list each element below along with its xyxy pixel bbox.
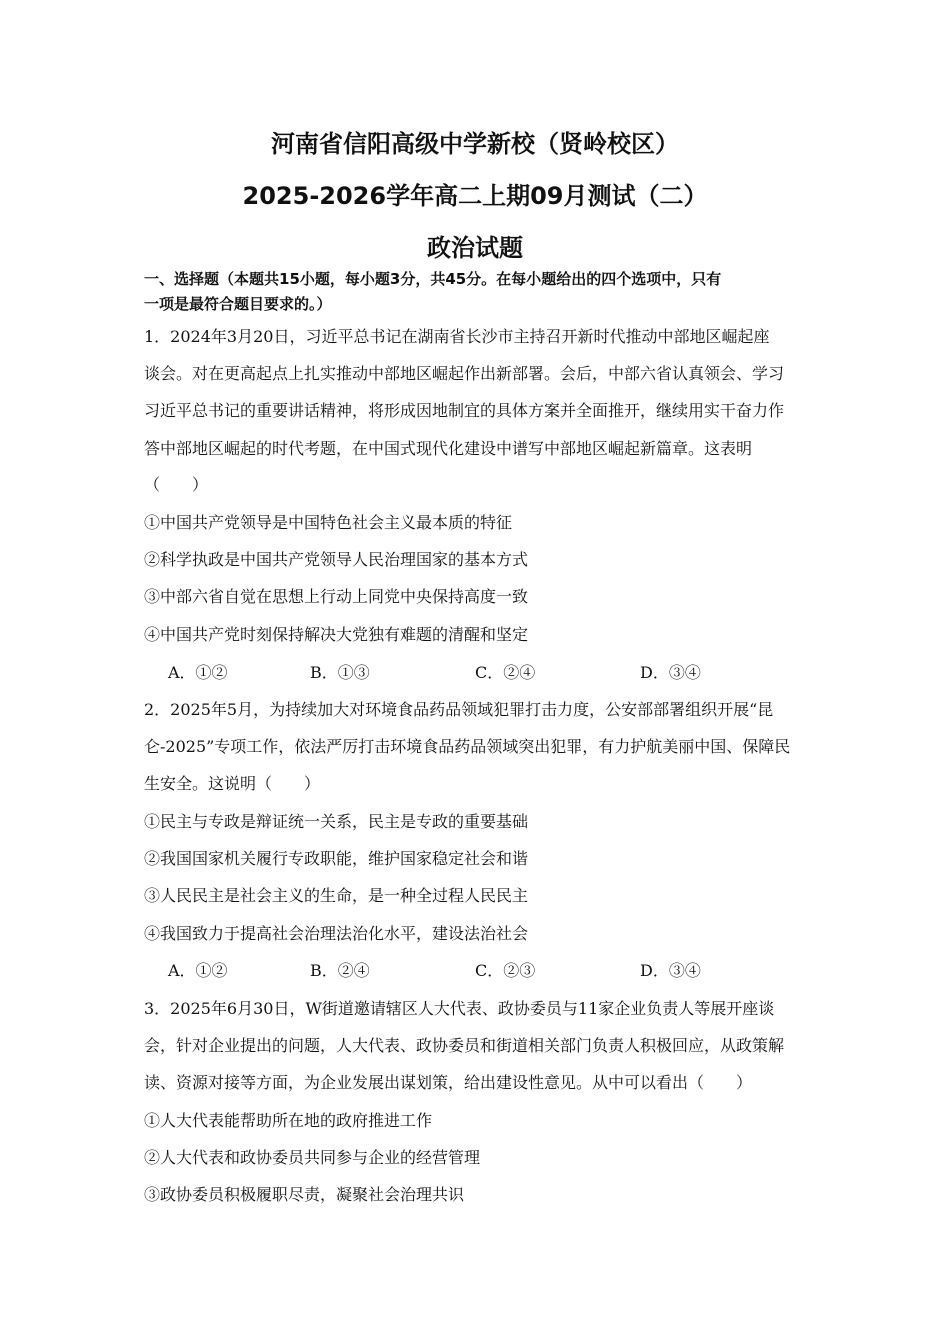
q1-stem-line: 1．2024年3月20日，习近平总书记在湖南省长沙市主持召开新时代推动中部地区崛起座 (144, 327, 770, 346)
q3-statement-3: ③政协委员积极履职尽责，凝聚社会治理共识 (144, 1185, 465, 1204)
q1-statement-1: ①中国共产党领导是中国特色社会主义最本质的特征 (144, 513, 513, 532)
q2-statement-2: ②我国国家机关履行专政职能，维护国家稳定社会和谐 (144, 849, 529, 868)
section-heading-line2: 一项是最符合题目要求的。） (144, 295, 332, 313)
q1-option-c[interactable]: C．②④ (475, 663, 536, 682)
q2-statement-1: ①民主与专政是辩证统一关系，民主是专政的重要基础 (144, 812, 529, 831)
q3-stem-line: 读、资源对接等方面，为企业发展出谋划策，给出建设性意见。从中可以看出（ ） (144, 1073, 753, 1092)
q2-stem-line: 2．2025年5月，为持续加大对环境食品药品领域犯罪打击力度，公安部部署组织开展“昆 (144, 700, 774, 719)
q1-answer-blank: （ ） (144, 475, 209, 494)
q2-statement-4: ④我国致力于提高社会治理法治化水平，建设法治社会 (144, 924, 529, 943)
school-title: 河南省信阳高级中学新校（贤岭校区） (271, 130, 679, 158)
q1-stem-line: 习近平总书记的重要讲话精神，将形成因地制宜的具体方案并全面推开，继续用实干奋力作 (144, 401, 785, 420)
q2-statement-3: ③人民民主是社会主义的生命，是一种全过程人民民主 (144, 886, 529, 905)
q1-stem-line: 谈会。对在更高起点上扎实推动中部地区崛起作出新部署。会后，中部六省认真领会、学习 (144, 364, 785, 383)
q3-stem-line: 3．2025年6月30日，W街道邀请辖区人大代表、政协委员与11家企业负责人等展开座谈 (144, 999, 775, 1018)
q3-statement-1: ①人大代表能帮助所在地的政府推进工作 (144, 1111, 433, 1130)
q1-statement-3: ③中部六省自觉在思想上行动上同党中央保持高度一致 (144, 587, 529, 606)
q1-statement-2: ②科学执政是中国共产党领导人民治理国家的基本方式 (144, 550, 529, 569)
q1-statement-4: ④中国共产党时刻保持解决大党独有难题的清醒和坚定 (144, 625, 529, 644)
q2-option-d[interactable]: D．③④ (640, 961, 701, 980)
q3-statement-2: ②人大代表和政协委员共同参与企业的经营管理 (144, 1148, 481, 1167)
section-heading-line1: 一、选择题（本题共15小题，每小题3分，共45分。在每小题给出的四个选项中，只有 (144, 270, 722, 288)
q2-stem-line: 仑-2025”专项工作，依法严厉打击环境食品药品领域突出犯罪，有力护航美丽中国、保障民 (144, 737, 791, 756)
q2-option-a[interactable]: A．①② (168, 961, 228, 980)
q1-option-b[interactable]: B．①③ (310, 663, 370, 682)
q2-stem-line: 生安全。这说明（ ） (144, 774, 321, 793)
q2-option-c[interactable]: C．②③ (475, 961, 536, 980)
q2-option-b[interactable]: B．②④ (310, 961, 370, 980)
q1-option-d[interactable]: D．③④ (640, 663, 701, 682)
q1-stem-line: 答中部地区崛起的时代考题，在中国式现代化建设中谱写中部地区崛起新篇章。这表明 (144, 439, 753, 458)
exam-title: 2025-2026学年高二上期09月测试（二） (242, 182, 708, 210)
q1-option-a[interactable]: A．①② (168, 663, 228, 682)
q3-stem-line: 会，针对企业提出的问题，人大代表、政协委员和街道相关部门负责人积极回应，从政策解 (144, 1036, 785, 1055)
subject-title: 政治试题 (427, 234, 523, 262)
